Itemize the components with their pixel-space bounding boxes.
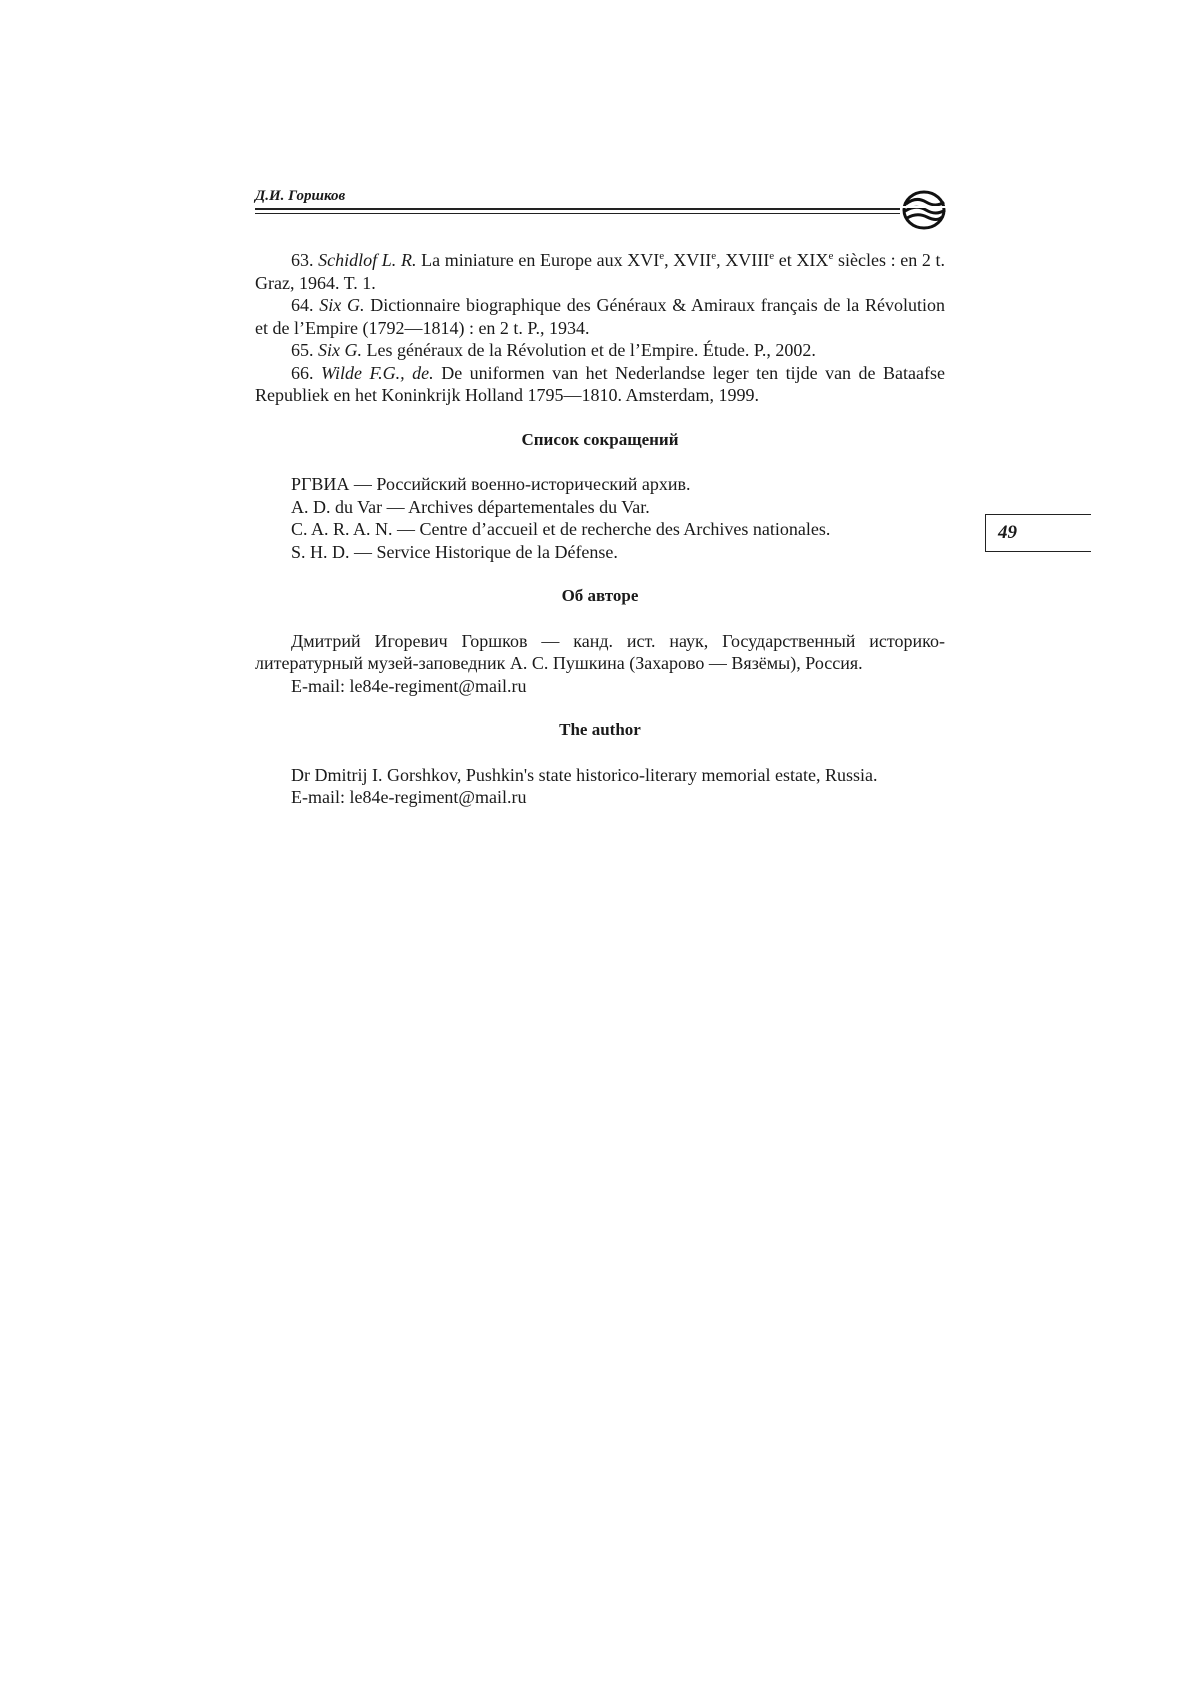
header-rule-thin bbox=[255, 213, 900, 214]
abbreviation-item: РГВИА — Российский военно-исторический архив. bbox=[291, 474, 691, 494]
wave-globe-logo-icon bbox=[900, 190, 948, 230]
the-author-heading: The author bbox=[559, 720, 641, 739]
reference-author: Schidlof L. R. bbox=[318, 250, 417, 270]
abbreviation-item: C. A. R. A. N. — Centre d’accueil et de recherche des Archives nationales. bbox=[291, 519, 831, 539]
abbreviation-item: A. D. du Var — Archives départementales du Var. bbox=[291, 496, 650, 517]
header-author: Д.И. Горшков bbox=[255, 188, 346, 204]
reference-item: 66. Wilde F.G., de. De uniformen van het Nederlandse leger ten tijde van de Bataafse Republiek en het Koninkrijk Holland 1795—1810. Amsterdam, 1999. bbox=[255, 362, 946, 405]
page-body bbox=[255, 249, 945, 809]
reference-author: Six G. bbox=[319, 295, 365, 315]
abbreviations-heading: Список сокращений bbox=[521, 429, 679, 449]
reference-author: Six G. bbox=[318, 340, 362, 360]
running-header bbox=[255, 188, 950, 228]
abbreviation-item: S. H. D. — Service Historique de la Défense. bbox=[291, 541, 618, 562]
the-author-text: Dr Dmitrij I. Gorshkov, Pushkin's state historico-literary memorial estate, Russia. bbox=[291, 764, 878, 785]
reference-item: 63. Schidlof L. R. La miniature en Europe aux XVIe, XVIIe, XVIIIe et XIXe siècles : en 2 t. Graz, 1964. T. 1. bbox=[255, 250, 946, 293]
page-number-box bbox=[985, 514, 1091, 552]
author-email: E-mail: le84e-regiment@mail.ru bbox=[291, 675, 527, 696]
the-author-email: E-mail: le84e-regiment@mail.ru bbox=[291, 787, 527, 807]
reference-item: 65. Six G. Les généraux de la Révolution et de l’Empire. Étude. P., 2002. bbox=[291, 340, 816, 360]
reference-author: Wilde F.G., de. bbox=[321, 362, 434, 383]
page-number: 49 bbox=[998, 522, 1017, 543]
header-rule bbox=[255, 208, 900, 210]
about-author-heading: Об авторе bbox=[561, 586, 639, 605]
reference-item: 64. Six G. Dictionnaire biographique des Généraux & Amiraux français de la Révolution et de l’Empire (1792—1814) : en 2 t. P., 1934. bbox=[255, 295, 946, 338]
about-author-text: Дмитрий Игоревич Горшков — канд. ист. наук, Государственный историко-литературный музей-заповедник А. С. Пушкина (Захарово — Вязёмы), Россия. bbox=[255, 630, 945, 673]
